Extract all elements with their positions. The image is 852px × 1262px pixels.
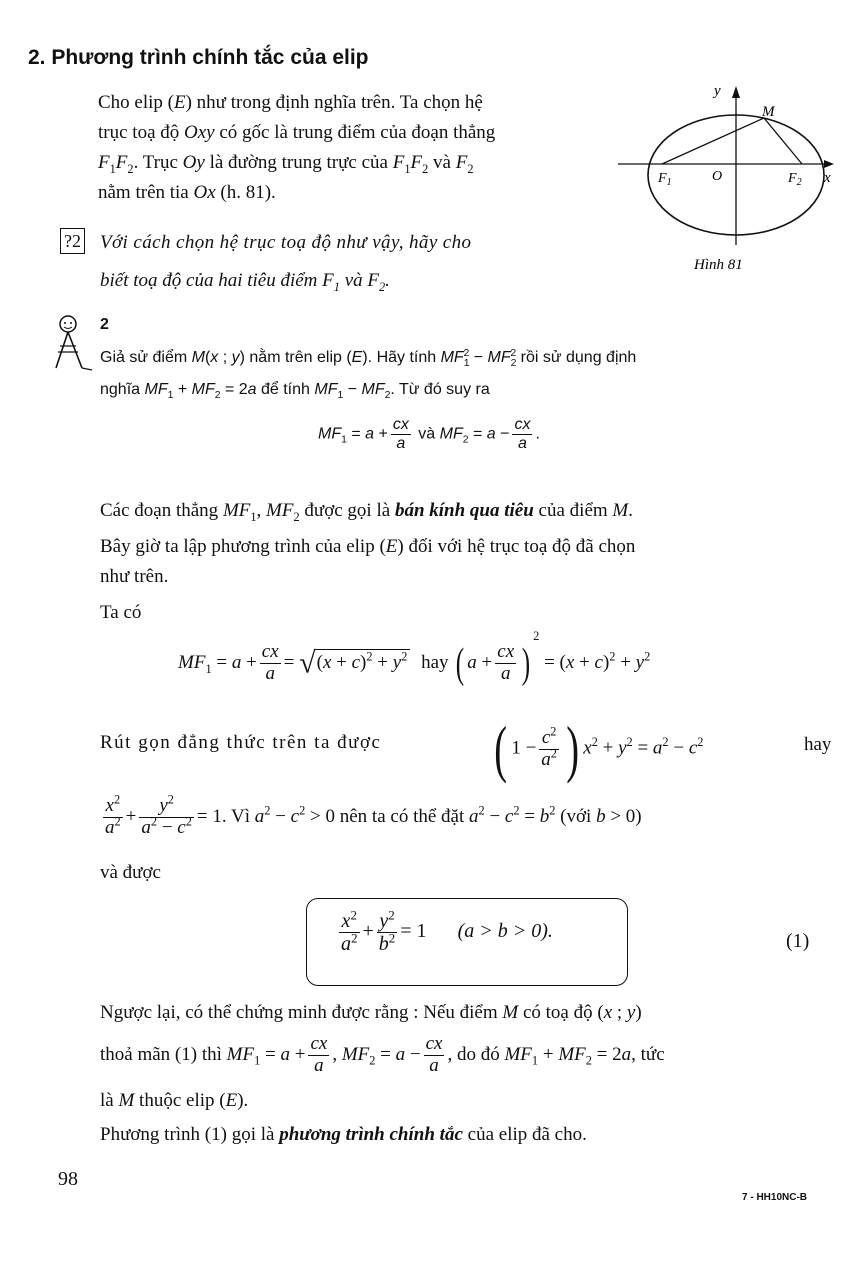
activity-text: Giả sử điểm M(x ; y) nằm trên elip (E). Hãy tính $MF_1^2 - MF_2^2$ rồi sử dụng định nghĩa $MF_1 + MF_2 = 2a$ để tính $MF_1 - MF_2$. Từ đó suy ra <box>100 347 637 402</box>
footer-code: 7 - HH10NC-B <box>742 1192 808 1203</box>
converse-line: Ngược lại, có thể chứng minh được rằng : Nếu điểm M có toạ độ (x ; y) <box>100 1002 642 1023</box>
svg-text:M: M <box>762 104 775 120</box>
rutgon-text: Rút gọn đẳng thức trên ta được <box>100 732 382 753</box>
intro-paragraph: Cho elip (E) như trong định nghĩa trên. Ta chọn hệ trục toạ độ Oxy có gốc là trung điểm của đoạn thẳng $F_1F_2$. Trục Oy là đường trung trực của $F_1F_2$ và $F_2$ nằm trên tia Ox (h. 81). <box>98 92 496 203</box>
svg-text:F1: $F_1$ <box>658 171 672 188</box>
section-heading: 2. Phương trình chính tắc của elip <box>28 46 369 69</box>
question-badge: ?2 <box>60 228 85 254</box>
converse-conclusion: là M thuộc elip (E). <box>100 1090 249 1111</box>
svg-text:x: x <box>824 170 831 186</box>
activity-number: 2 <box>100 316 109 333</box>
figure-caption: Hình 81 <box>694 257 743 273</box>
page-number: 98 <box>58 1168 78 1190</box>
activity-formula: $MF_1 = a$ + $\frac{cx}{a}$ và $MF_2 = a$ − $\frac{cx}{a}$ . <box>318 416 540 452</box>
ellipse-figure <box>612 80 844 280</box>
hay-text: hay <box>804 734 832 755</box>
derivation-line: $\frac{x^2}{a^2}$ + $\frac{y^2}{a^2 - c^2}$ = 1. Vì $a^2 - c^2 > 0$ nên ta có thể đặt $a^2 - c^2 = b^2$ (với b > 0) <box>105 792 642 838</box>
final-sentence: Phương trình (1) gọi là phương trình chính tắc của elip đã cho. <box>100 1124 587 1145</box>
svg-text:F2: $F_2$ <box>788 171 802 188</box>
question-text: Với cách chọn hệ trục toạ độ như vậy, hãy cho biết toạ độ của hai tiêu điểm $F_1$ và $F_2$. <box>100 232 472 294</box>
converse-formula-line: thoả mãn (1) thì $MF_1 = a$ + $\frac{cx}{a}$ , $MF_2 = a$ − $\frac{cx}{a}$ , do đó $MF_1 + MF_2 = 2a$, tức <box>100 1033 665 1076</box>
canonical-equation: $\frac{x^2}{a^2}$ + $\frac{y^2}{b^2}$ = 1 (a > b > 0). <box>341 907 553 955</box>
main-equation: $MF_1 = a$ + $\frac{cx}{a}$ = $√(x + c)^2 + y^2$ hay ( a + $\frac{cx}{a}$ )$^2 = (x + c)^2 + y^2$ <box>178 629 651 687</box>
setup-paragraph: Bây giờ ta lập phương trình của elip (E) đối với hệ trục toạ độ đã chọn như trên. Ta có <box>100 536 636 623</box>
vaduoc-text: và được <box>100 862 161 883</box>
radii-paragraph: Các đoạn thẳng $MF_1$, $MF_2$ được gọi là bán kính qua tiêu của điểm M. <box>100 500 633 524</box>
svg-text:y: y <box>714 83 721 99</box>
svg-text:O: O <box>712 169 723 184</box>
equation-number: (1) <box>786 930 810 952</box>
compass-icon <box>52 312 98 374</box>
rutgon-equation: ( 1 − $\frac{c^2}{a^2}$ ) $x^2 + y^2 = a^2 - c^2$ <box>494 713 704 784</box>
